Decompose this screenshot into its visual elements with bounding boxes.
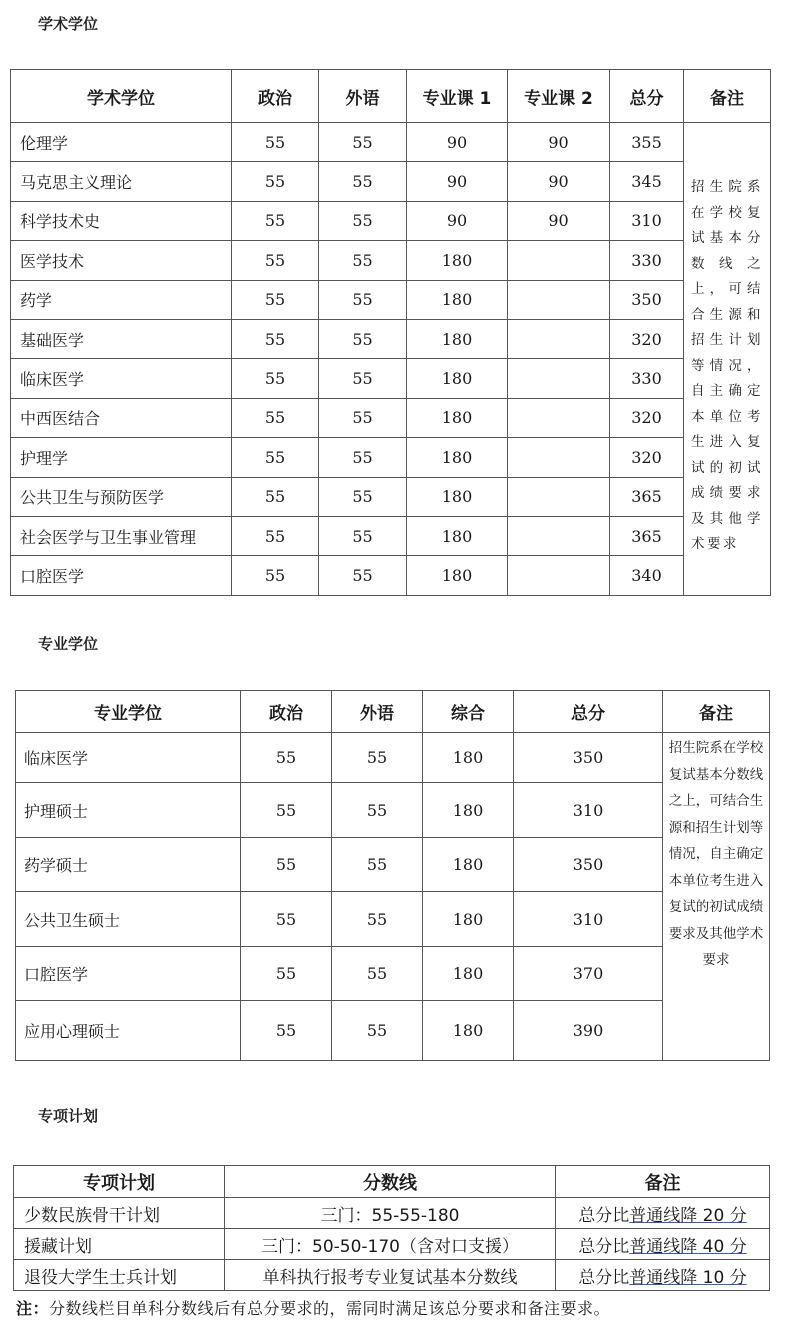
row-name: 口腔医学: [11, 556, 232, 595]
remarks-prefix: 总分比: [578, 1236, 630, 1257]
table-row: [11, 162, 771, 201]
politics-score: 55: [241, 783, 332, 838]
row-name: 基础医学: [11, 319, 232, 358]
foreign-language-score: 55: [319, 398, 407, 437]
foreign-language-score: 55: [319, 438, 407, 477]
total-score: 345: [610, 162, 684, 201]
table-row: [16, 1001, 770, 1061]
major-2-score: [508, 398, 610, 437]
academic-degree-table: [10, 69, 771, 596]
remarks-note: 招生院系在学校复试基本分数线之上，可结合生源和招生计划等情况，自主确定本单位考生进入复试的初试成绩要求及其他学术要求: [684, 123, 771, 596]
row-name: 药学: [11, 280, 232, 319]
major-1-score: 180: [407, 398, 508, 437]
total-score: 330: [610, 241, 684, 280]
politics-score: 55: [232, 123, 319, 162]
total-score: 330: [610, 359, 684, 398]
remarks-underlined: 普通线降 10 分: [629, 1267, 747, 1288]
professional-section-title: 专业学位: [38, 635, 99, 653]
total-score: 355: [610, 123, 684, 162]
special-section-title: 专项计划: [38, 1107, 99, 1125]
total-score: 370: [514, 947, 663, 1001]
major-2-score: [508, 556, 610, 595]
table-row: [11, 556, 771, 595]
table-row: [11, 359, 771, 398]
major-2-score: [508, 280, 610, 319]
col-header-major-1: 专业课 1: [407, 70, 508, 123]
table-row: [14, 1260, 770, 1291]
total-score: 365: [610, 516, 684, 555]
politics-score: 55: [232, 516, 319, 555]
row-name: 科学技术史: [11, 201, 232, 240]
foreign-language-score: 55: [332, 892, 423, 947]
major-1-score: 90: [407, 123, 508, 162]
table-header-row: [16, 691, 770, 733]
score-line: 三门：55-55-180: [225, 1198, 556, 1229]
politics-score: 55: [241, 733, 332, 783]
total-score: 310: [514, 783, 663, 838]
academic-section-title: 学术学位: [38, 15, 99, 33]
politics-score: 55: [232, 477, 319, 516]
major-2-score: [508, 241, 610, 280]
table-row: [14, 1229, 770, 1260]
table-header-row: [14, 1166, 770, 1198]
major-1-score: 90: [407, 201, 508, 240]
table-row: [11, 438, 771, 477]
table-row: [11, 477, 771, 516]
col-header-politics: 政治: [241, 691, 332, 733]
table-row: [11, 319, 771, 358]
row-name: 医学技术: [11, 241, 232, 280]
total-score: 320: [610, 398, 684, 437]
comprehensive-score: 180: [423, 733, 514, 783]
foreign-language-score: 55: [332, 783, 423, 838]
foreign-language-score: 55: [319, 280, 407, 319]
politics-score: 55: [232, 201, 319, 240]
col-header-score-line: 分数线: [225, 1166, 556, 1198]
major-2-score: [508, 359, 610, 398]
politics-score: 55: [232, 280, 319, 319]
table-row: [16, 783, 770, 838]
row-name: 临床医学: [16, 733, 241, 783]
col-header-foreign-language: 外语: [332, 691, 423, 733]
table-header-row: [11, 70, 771, 123]
remarks-underlined: 普通线降 40 分: [629, 1236, 747, 1257]
comprehensive-score: 180: [423, 947, 514, 1001]
major-2-score: [508, 438, 610, 477]
table-row: [11, 123, 771, 162]
row-name: 临床医学: [11, 359, 232, 398]
special-plan-table: [13, 1165, 770, 1291]
major-1-score: 180: [407, 516, 508, 555]
major-2-score: 90: [508, 123, 610, 162]
score-line: 三门：50-50-170（含对口支援）: [225, 1229, 556, 1260]
row-name: 援藏计划: [14, 1229, 225, 1260]
foreign-language-score: 55: [332, 947, 423, 1001]
politics-score: 55: [241, 892, 332, 947]
foreign-language-score: 55: [319, 123, 407, 162]
row-name: 中西医结合: [11, 398, 232, 437]
footnote-text: 分数线栏目单科分数线后有总分要求的，需同时满足该总分要求和备注要求。: [49, 1299, 611, 1318]
remarks-prefix: 总分比: [578, 1267, 630, 1288]
total-score: 390: [514, 1001, 663, 1061]
foreign-language-score: 55: [319, 201, 407, 240]
row-name: 伦理学: [11, 123, 232, 162]
footnote-label: 注：: [16, 1299, 50, 1318]
total-score: 310: [610, 201, 684, 240]
remarks-prefix: 总分比: [578, 1205, 630, 1226]
table-row: [16, 733, 770, 783]
footnote: [16, 1296, 610, 1319]
col-header-total: 总分: [610, 70, 684, 123]
major-1-score: 180: [407, 556, 508, 595]
col-header-special-plan: 专项计划: [14, 1166, 225, 1198]
total-score: 350: [610, 280, 684, 319]
col-header-remarks: 备注: [663, 691, 770, 733]
major-2-score: [508, 319, 610, 358]
foreign-language-score: 55: [319, 162, 407, 201]
total-score: 350: [514, 733, 663, 783]
politics-score: 55: [232, 162, 319, 201]
col-header-degree: 学术学位: [11, 70, 232, 123]
score-line: 单科执行报考专业复试基本分数线: [225, 1260, 556, 1291]
row-name: 公共卫生与预防医学: [11, 477, 232, 516]
col-header-foreign-language: 外语: [319, 70, 407, 123]
major-1-score: 180: [407, 319, 508, 358]
foreign-language-score: 55: [319, 359, 407, 398]
row-name: 护理硕士: [16, 783, 241, 838]
comprehensive-score: 180: [423, 1001, 514, 1061]
table-row: [11, 398, 771, 437]
total-score: 340: [610, 556, 684, 595]
remarks-cell: [556, 1229, 770, 1260]
row-name: 应用心理硕士: [16, 1001, 241, 1061]
major-2-score: 90: [508, 201, 610, 240]
major-1-score: 180: [407, 241, 508, 280]
foreign-language-score: 55: [319, 556, 407, 595]
col-header-politics: 政治: [232, 70, 319, 123]
col-header-remarks: 备注: [556, 1166, 770, 1198]
comprehensive-score: 180: [423, 783, 514, 838]
professional-degree-table: [15, 690, 770, 1061]
major-1-score: 180: [407, 359, 508, 398]
comprehensive-score: 180: [423, 892, 514, 947]
politics-score: 55: [232, 241, 319, 280]
total-score: 310: [514, 892, 663, 947]
major-1-score: 180: [407, 438, 508, 477]
table-row: [11, 280, 771, 319]
row-name: 公共卫生硕士: [16, 892, 241, 947]
politics-score: 55: [232, 359, 319, 398]
table-row: [11, 516, 771, 555]
col-header-degree: 专业学位: [16, 691, 241, 733]
row-name: 口腔医学: [16, 947, 241, 1001]
col-header-comprehensive: 综合: [423, 691, 514, 733]
remarks-cell: [556, 1260, 770, 1291]
table-row: [16, 838, 770, 892]
row-name: 退役大学生士兵计划: [14, 1260, 225, 1291]
foreign-language-score: 55: [332, 1001, 423, 1061]
table-row: [16, 947, 770, 1001]
remarks-note: 招生院系在学校复试基本分数线之上，可结合生源和招生计划等情况，自主确定本单位考生进入复试的初试成绩要求及其他学术要求: [663, 733, 770, 1061]
major-1-score: 180: [407, 280, 508, 319]
row-name: 少数民族骨干计划: [14, 1198, 225, 1229]
politics-score: 55: [241, 947, 332, 1001]
foreign-language-score: 55: [332, 733, 423, 783]
row-name: 马克思主义理论: [11, 162, 232, 201]
table-row: [16, 892, 770, 947]
total-score: 320: [610, 438, 684, 477]
politics-score: 55: [241, 1001, 332, 1061]
major-2-score: [508, 477, 610, 516]
politics-score: 55: [232, 398, 319, 437]
comprehensive-score: 180: [423, 838, 514, 892]
col-header-major-2: 专业课 2: [508, 70, 610, 123]
col-header-total: 总分: [514, 691, 663, 733]
politics-score: 55: [232, 438, 319, 477]
politics-score: 55: [232, 556, 319, 595]
table-row: [11, 201, 771, 240]
major-2-score: [508, 516, 610, 555]
foreign-language-score: 55: [319, 319, 407, 358]
col-header-remarks: 备注: [684, 70, 771, 123]
total-score: 365: [610, 477, 684, 516]
total-score: 350: [514, 838, 663, 892]
major-1-score: 180: [407, 477, 508, 516]
table-row: [14, 1198, 770, 1229]
politics-score: 55: [241, 838, 332, 892]
row-name: 社会医学与卫生事业管理: [11, 516, 232, 555]
remarks-underlined: 普通线降 20 分: [629, 1205, 747, 1226]
remarks-cell: [556, 1198, 770, 1229]
row-name: 护理学: [11, 438, 232, 477]
foreign-language-score: 55: [319, 477, 407, 516]
major-2-score: 90: [508, 162, 610, 201]
major-1-score: 90: [407, 162, 508, 201]
row-name: 药学硕士: [16, 838, 241, 892]
total-score: 320: [610, 319, 684, 358]
foreign-language-score: 55: [319, 241, 407, 280]
politics-score: 55: [232, 319, 319, 358]
table-row: [11, 241, 771, 280]
foreign-language-score: 55: [319, 516, 407, 555]
foreign-language-score: 55: [332, 838, 423, 892]
